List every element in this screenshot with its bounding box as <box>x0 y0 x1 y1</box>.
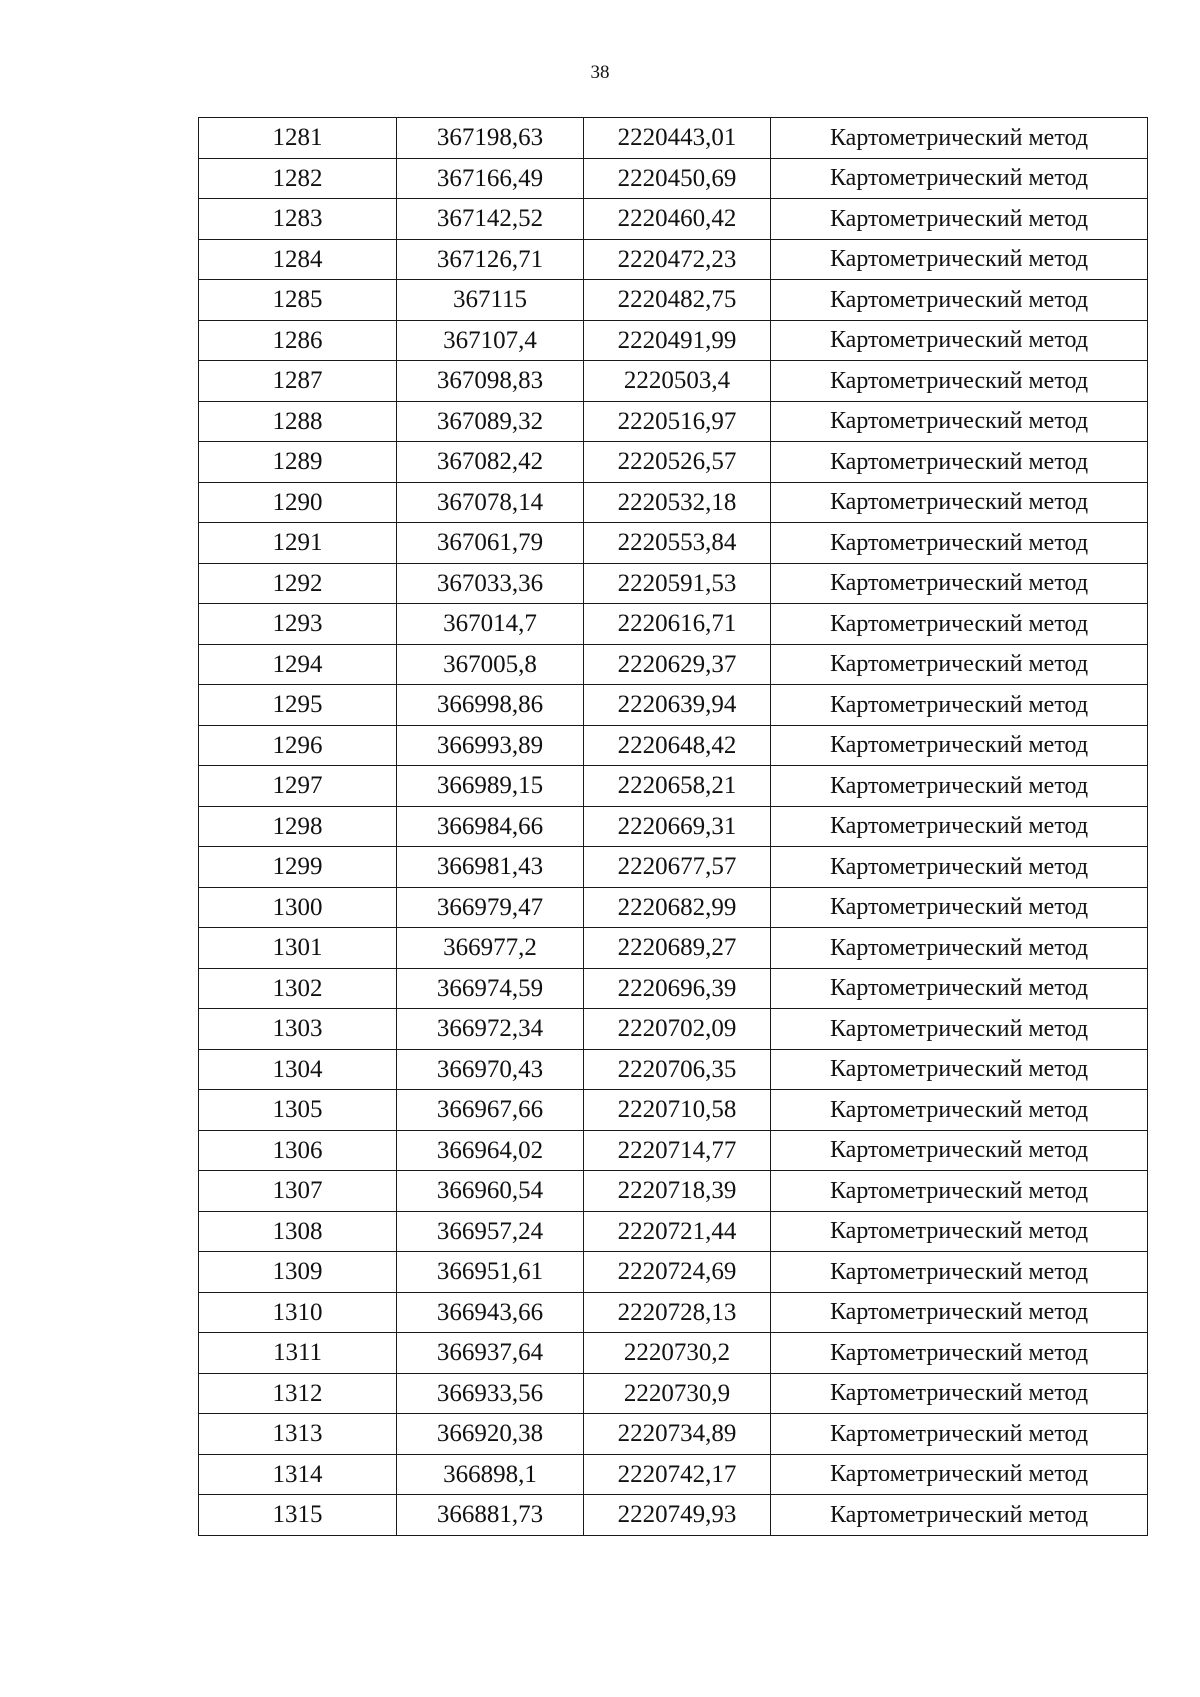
x-coordinate-cell: 367005,8 <box>397 644 584 685</box>
x-coordinate-cell: 366972,34 <box>397 1009 584 1050</box>
method-cell: Картометрический метод <box>771 361 1148 402</box>
y-coordinate-cell: 2220648,42 <box>584 725 771 766</box>
x-coordinate-cell: 366998,86 <box>397 685 584 726</box>
method-cell: Картометрический метод <box>771 482 1148 523</box>
method-cell: Картометрический метод <box>771 725 1148 766</box>
table-row <box>199 158 1148 199</box>
method-cell: Картометрический метод <box>771 766 1148 807</box>
method-cell: Картометрический метод <box>771 523 1148 564</box>
x-coordinate-cell: 367098,83 <box>397 361 584 402</box>
x-coordinate-cell: 366943,66 <box>397 1292 584 1333</box>
method-cell: Картометрический метод <box>771 442 1148 483</box>
y-coordinate-cell: 2220532,18 <box>584 482 771 523</box>
y-coordinate-cell: 2220710,58 <box>584 1090 771 1131</box>
y-coordinate-cell: 2220714,77 <box>584 1130 771 1171</box>
x-coordinate-cell: 366881,73 <box>397 1495 584 1536</box>
point-number-cell: 1303 <box>199 1009 397 1050</box>
point-number-cell: 1300 <box>199 887 397 928</box>
point-number-cell: 1295 <box>199 685 397 726</box>
y-coordinate-cell: 2220689,27 <box>584 928 771 969</box>
point-number-cell: 1288 <box>199 401 397 442</box>
point-number-cell: 1294 <box>199 644 397 685</box>
point-number-cell: 1302 <box>199 968 397 1009</box>
x-coordinate-cell: 366979,47 <box>397 887 584 928</box>
y-coordinate-cell: 2220503,4 <box>584 361 771 402</box>
table-row <box>199 401 1148 442</box>
method-cell: Картометрический метод <box>771 1211 1148 1252</box>
point-number-cell: 1314 <box>199 1454 397 1495</box>
table-row <box>199 199 1148 240</box>
y-coordinate-cell: 2220721,44 <box>584 1211 771 1252</box>
y-coordinate-cell: 2220526,57 <box>584 442 771 483</box>
point-number-cell: 1313 <box>199 1414 397 1455</box>
table-row <box>199 928 1148 969</box>
point-number-cell: 1305 <box>199 1090 397 1131</box>
point-number-cell: 1298 <box>199 806 397 847</box>
table-row <box>199 118 1148 159</box>
table-row <box>199 1130 1148 1171</box>
x-coordinate-cell: 366960,54 <box>397 1171 584 1212</box>
y-coordinate-cell: 2220702,09 <box>584 1009 771 1050</box>
table-row <box>199 806 1148 847</box>
y-coordinate-cell: 2220443,01 <box>584 118 771 159</box>
point-number-cell: 1281 <box>199 118 397 159</box>
x-coordinate-cell: 367078,14 <box>397 482 584 523</box>
y-coordinate-cell: 2220730,2 <box>584 1333 771 1374</box>
x-coordinate-cell: 366993,89 <box>397 725 584 766</box>
x-coordinate-cell: 367126,71 <box>397 239 584 280</box>
point-number-cell: 1301 <box>199 928 397 969</box>
method-cell: Картометрический метод <box>771 928 1148 969</box>
table-row <box>199 482 1148 523</box>
table-row <box>199 725 1148 766</box>
method-cell: Картометрический метод <box>771 1252 1148 1293</box>
point-number-cell: 1304 <box>199 1049 397 1090</box>
table-row <box>199 1171 1148 1212</box>
coordinates-table-body <box>199 118 1148 1536</box>
table-row <box>199 1373 1148 1414</box>
method-cell: Картометрический метод <box>771 1333 1148 1374</box>
table-row <box>199 766 1148 807</box>
x-coordinate-cell: 366951,61 <box>397 1252 584 1293</box>
point-number-cell: 1283 <box>199 199 397 240</box>
table-row <box>199 604 1148 645</box>
point-number-cell: 1291 <box>199 523 397 564</box>
page-number: 38 <box>590 62 610 83</box>
x-coordinate-cell: 366984,66 <box>397 806 584 847</box>
point-number-cell: 1284 <box>199 239 397 280</box>
point-number-cell: 1293 <box>199 604 397 645</box>
x-coordinate-cell: 367107,4 <box>397 320 584 361</box>
x-coordinate-cell: 367142,52 <box>397 199 584 240</box>
table-row <box>199 361 1148 402</box>
point-number-cell: 1310 <box>199 1292 397 1333</box>
x-coordinate-cell: 367014,7 <box>397 604 584 645</box>
point-number-cell: 1287 <box>199 361 397 402</box>
method-cell: Картометрический метод <box>771 199 1148 240</box>
point-number-cell: 1297 <box>199 766 397 807</box>
y-coordinate-cell: 2220728,13 <box>584 1292 771 1333</box>
table-row <box>199 1414 1148 1455</box>
y-coordinate-cell: 2220742,17 <box>584 1454 771 1495</box>
method-cell: Картометрический метод <box>771 806 1148 847</box>
method-cell: Картометрический метод <box>771 401 1148 442</box>
method-cell: Картометрический метод <box>771 1090 1148 1131</box>
point-number-cell: 1290 <box>199 482 397 523</box>
point-number-cell: 1296 <box>199 725 397 766</box>
point-number-cell: 1286 <box>199 320 397 361</box>
y-coordinate-cell: 2220491,99 <box>584 320 771 361</box>
point-number-cell: 1285 <box>199 280 397 321</box>
point-number-cell: 1306 <box>199 1130 397 1171</box>
y-coordinate-cell: 2220639,94 <box>584 685 771 726</box>
method-cell: Картометрический метод <box>771 1454 1148 1495</box>
coordinates-table <box>198 117 1148 1536</box>
method-cell: Картометрический метод <box>771 280 1148 321</box>
y-coordinate-cell: 2220734,89 <box>584 1414 771 1455</box>
table-row <box>199 685 1148 726</box>
table-row <box>199 239 1148 280</box>
method-cell: Картометрический метод <box>771 1292 1148 1333</box>
method-cell: Картометрический метод <box>771 968 1148 1009</box>
y-coordinate-cell: 2220682,99 <box>584 887 771 928</box>
x-coordinate-cell: 366981,43 <box>397 847 584 888</box>
table-row <box>199 1252 1148 1293</box>
point-number-cell: 1289 <box>199 442 397 483</box>
point-number-cell: 1311 <box>199 1333 397 1374</box>
y-coordinate-cell: 2220591,53 <box>584 563 771 604</box>
method-cell: Картометрический метод <box>771 239 1148 280</box>
method-cell: Картометрический метод <box>771 1130 1148 1171</box>
y-coordinate-cell: 2220696,39 <box>584 968 771 1009</box>
x-coordinate-cell: 366967,66 <box>397 1090 584 1131</box>
y-coordinate-cell: 2220472,23 <box>584 239 771 280</box>
method-cell: Картометрический метод <box>771 1414 1148 1455</box>
x-coordinate-cell: 366920,38 <box>397 1414 584 1455</box>
point-number-cell: 1307 <box>199 1171 397 1212</box>
table-row <box>199 968 1148 1009</box>
table-row <box>199 563 1148 604</box>
x-coordinate-cell: 366970,43 <box>397 1049 584 1090</box>
x-coordinate-cell: 367198,63 <box>397 118 584 159</box>
y-coordinate-cell: 2220724,69 <box>584 1252 771 1293</box>
y-coordinate-cell: 2220450,69 <box>584 158 771 199</box>
table-row <box>199 1211 1148 1252</box>
method-cell: Картометрический метод <box>771 1049 1148 1090</box>
method-cell: Картометрический метод <box>771 1373 1148 1414</box>
x-coordinate-cell: 366933,56 <box>397 1373 584 1414</box>
table-row <box>199 1090 1148 1131</box>
method-cell: Картометрический метод <box>771 847 1148 888</box>
point-number-cell: 1292 <box>199 563 397 604</box>
method-cell: Картометрический метод <box>771 563 1148 604</box>
table-row <box>199 320 1148 361</box>
method-cell: Картометрический метод <box>771 604 1148 645</box>
point-number-cell: 1308 <box>199 1211 397 1252</box>
y-coordinate-cell: 2220658,21 <box>584 766 771 807</box>
x-coordinate-cell: 366974,59 <box>397 968 584 1009</box>
point-number-cell: 1315 <box>199 1495 397 1536</box>
x-coordinate-cell: 366989,15 <box>397 766 584 807</box>
y-coordinate-cell: 2220718,39 <box>584 1171 771 1212</box>
x-coordinate-cell: 367089,32 <box>397 401 584 442</box>
point-number-cell: 1299 <box>199 847 397 888</box>
table-row <box>199 442 1148 483</box>
point-number-cell: 1309 <box>199 1252 397 1293</box>
method-cell: Картометрический метод <box>771 1009 1148 1050</box>
method-cell: Картометрический метод <box>771 685 1148 726</box>
table-row <box>199 847 1148 888</box>
table-row <box>199 644 1148 685</box>
y-coordinate-cell: 2220482,75 <box>584 280 771 321</box>
point-number-cell: 1312 <box>199 1373 397 1414</box>
y-coordinate-cell: 2220749,93 <box>584 1495 771 1536</box>
x-coordinate-cell: 366957,24 <box>397 1211 584 1252</box>
table-row <box>199 1049 1148 1090</box>
table-row <box>199 1009 1148 1050</box>
point-number-cell: 1282 <box>199 158 397 199</box>
y-coordinate-cell: 2220730,9 <box>584 1373 771 1414</box>
x-coordinate-cell: 367115 <box>397 280 584 321</box>
table-row <box>199 280 1148 321</box>
method-cell: Картометрический метод <box>771 320 1148 361</box>
table-row <box>199 523 1148 564</box>
method-cell: Картометрический метод <box>771 1495 1148 1536</box>
table-row <box>199 887 1148 928</box>
x-coordinate-cell: 367082,42 <box>397 442 584 483</box>
method-cell: Картометрический метод <box>771 158 1148 199</box>
x-coordinate-cell: 366977,2 <box>397 928 584 969</box>
y-coordinate-cell: 2220616,71 <box>584 604 771 645</box>
method-cell: Картометрический метод <box>771 118 1148 159</box>
y-coordinate-cell: 2220629,37 <box>584 644 771 685</box>
x-coordinate-cell: 367166,49 <box>397 158 584 199</box>
y-coordinate-cell: 2220460,42 <box>584 199 771 240</box>
x-coordinate-cell: 367033,36 <box>397 563 584 604</box>
y-coordinate-cell: 2220669,31 <box>584 806 771 847</box>
method-cell: Картометрический метод <box>771 644 1148 685</box>
table-row <box>199 1292 1148 1333</box>
x-coordinate-cell: 366937,64 <box>397 1333 584 1374</box>
y-coordinate-cell: 2220553,84 <box>584 523 771 564</box>
y-coordinate-cell: 2220677,57 <box>584 847 771 888</box>
x-coordinate-cell: 367061,79 <box>397 523 584 564</box>
method-cell: Картометрический метод <box>771 1171 1148 1212</box>
y-coordinate-cell: 2220516,97 <box>584 401 771 442</box>
x-coordinate-cell: 366898,1 <box>397 1454 584 1495</box>
method-cell: Картометрический метод <box>771 887 1148 928</box>
table-row <box>199 1454 1148 1495</box>
table-row <box>199 1333 1148 1374</box>
table-row <box>199 1495 1148 1536</box>
x-coordinate-cell: 366964,02 <box>397 1130 584 1171</box>
y-coordinate-cell: 2220706,35 <box>584 1049 771 1090</box>
